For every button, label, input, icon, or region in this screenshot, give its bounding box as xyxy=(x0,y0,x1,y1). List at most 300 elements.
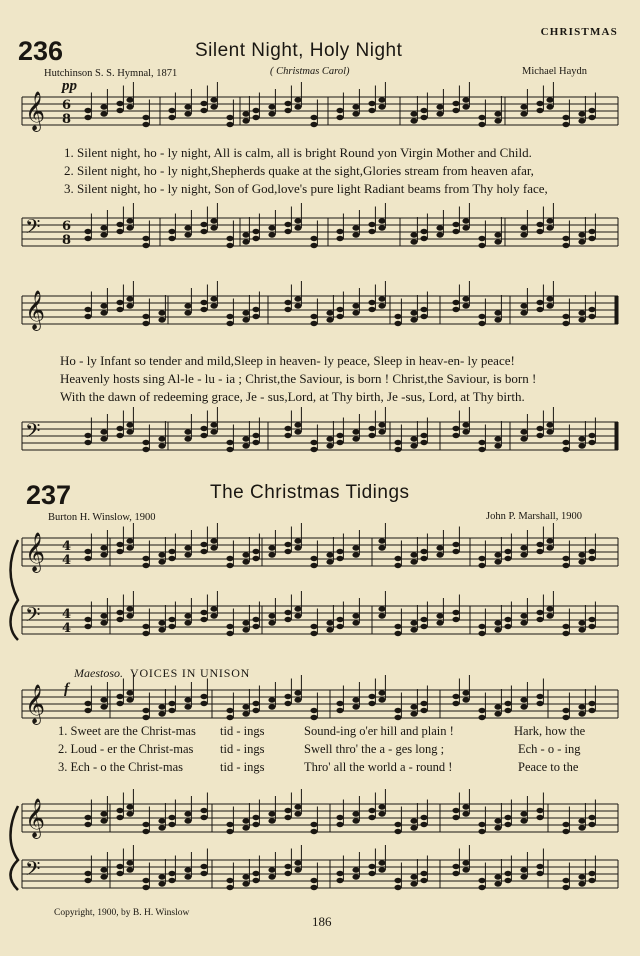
notehead xyxy=(562,115,569,120)
notehead xyxy=(462,296,469,301)
notehead xyxy=(520,818,527,823)
notehead xyxy=(562,885,569,890)
notehead xyxy=(352,867,359,872)
notehead xyxy=(158,825,165,830)
notehead xyxy=(410,559,417,564)
notehead xyxy=(478,447,485,452)
hymn-236-s1-verse-1: 1. Silent night, ho - ly night, All is calm, all is bright Round yon Virgin Mother and Child. xyxy=(64,145,532,160)
notehead xyxy=(494,118,501,123)
notehead xyxy=(252,314,259,319)
notehead xyxy=(242,436,249,441)
notehead xyxy=(84,878,91,883)
notehead xyxy=(184,811,191,816)
notehead xyxy=(578,111,585,116)
notehead xyxy=(378,538,385,543)
notehead xyxy=(116,549,123,554)
section-label: CHRISTMAS xyxy=(540,26,618,38)
notehead xyxy=(520,436,527,441)
notehead xyxy=(536,815,543,820)
notehead xyxy=(200,808,207,813)
notehead xyxy=(378,429,385,434)
notehead xyxy=(252,556,259,561)
notehead xyxy=(116,864,123,869)
notehead xyxy=(520,874,527,879)
notehead xyxy=(84,815,91,820)
notehead xyxy=(100,111,107,116)
notehead xyxy=(184,697,191,702)
notehead xyxy=(284,307,291,312)
notehead xyxy=(462,218,469,223)
notehead xyxy=(268,225,275,230)
notehead xyxy=(520,303,527,308)
notehead xyxy=(588,236,595,241)
notehead xyxy=(252,617,259,622)
notehead xyxy=(504,701,511,706)
notehead xyxy=(420,878,427,883)
notehead xyxy=(578,874,585,879)
notehead xyxy=(100,818,107,823)
notehead xyxy=(116,426,123,431)
notehead xyxy=(478,440,485,445)
notehead xyxy=(142,822,149,827)
hymn-236-composer: Michael Haydn xyxy=(522,66,588,77)
notehead xyxy=(116,300,123,305)
time-signature: 4 xyxy=(62,553,72,568)
notehead xyxy=(226,829,233,834)
notehead xyxy=(116,808,123,813)
hymn-236-s1-verse-3: 3. Silent night, ho - ly night, Son of God,love's pure light Radiant beams from Thy holy face, xyxy=(64,181,548,196)
notehead xyxy=(84,307,91,312)
notehead xyxy=(520,697,527,702)
notehead xyxy=(294,422,301,427)
notehead xyxy=(336,108,343,113)
notehead xyxy=(588,108,595,113)
staff-237-voice xyxy=(22,684,618,725)
notehead xyxy=(394,885,401,890)
notehead xyxy=(504,878,511,883)
notehead xyxy=(126,804,133,809)
notehead xyxy=(504,871,511,876)
notehead xyxy=(368,701,375,706)
notehead xyxy=(462,97,469,102)
notehead xyxy=(452,617,459,622)
treble-clef-icon: 𝄞 xyxy=(25,684,46,724)
notehead xyxy=(310,314,317,319)
notehead xyxy=(352,225,359,230)
notehead xyxy=(210,225,217,230)
page-number: 186 xyxy=(312,914,332,929)
notehead xyxy=(310,447,317,452)
notehead xyxy=(562,556,569,561)
notehead xyxy=(326,559,333,564)
notehead xyxy=(588,878,595,883)
notehead xyxy=(184,867,191,872)
notehead xyxy=(588,617,595,622)
notehead xyxy=(284,433,291,438)
notehead xyxy=(452,864,459,869)
notehead xyxy=(336,822,343,827)
notehead xyxy=(294,296,301,301)
notehead xyxy=(142,314,149,319)
notehead xyxy=(168,878,175,883)
staff-236-s2-treble xyxy=(22,290,618,331)
notehead xyxy=(100,303,107,308)
notehead xyxy=(200,694,207,699)
hymn-237-title: The Christmas Tidings xyxy=(210,482,410,503)
notehead xyxy=(142,440,149,445)
notehead xyxy=(336,115,343,120)
hymn-237-number: 237 xyxy=(26,480,72,510)
notehead xyxy=(116,307,123,312)
notehead xyxy=(410,239,417,244)
staff-237-intro-bass xyxy=(22,603,618,636)
notehead xyxy=(84,433,91,438)
notehead xyxy=(126,429,133,434)
notehead xyxy=(588,701,595,706)
notehead xyxy=(226,878,233,883)
notehead xyxy=(410,118,417,123)
notehead xyxy=(142,563,149,568)
hymn-236-title: Silent Night, Holy Night xyxy=(195,40,403,61)
notehead xyxy=(462,697,469,702)
brace-icon xyxy=(11,806,19,890)
lyric: Peace to the xyxy=(518,760,579,774)
notehead xyxy=(478,631,485,636)
notehead xyxy=(84,440,91,445)
lyric: 3. Ech - o the Christ-mas xyxy=(58,760,183,774)
notehead xyxy=(268,620,275,625)
notehead xyxy=(546,538,553,543)
notehead xyxy=(184,818,191,823)
notehead xyxy=(462,104,469,109)
notehead xyxy=(462,690,469,695)
notehead xyxy=(588,229,595,234)
notehead xyxy=(494,317,501,322)
notehead xyxy=(200,549,207,554)
notehead xyxy=(478,243,485,248)
notehead xyxy=(310,440,317,445)
notehead xyxy=(562,563,569,568)
notehead xyxy=(142,321,149,326)
lyric: 2. Loud - er the Christ-mas xyxy=(58,742,194,756)
notehead xyxy=(242,818,249,823)
notehead xyxy=(352,552,359,557)
notehead xyxy=(494,711,501,716)
notehead xyxy=(478,822,485,827)
notehead xyxy=(436,545,443,550)
notehead xyxy=(242,711,249,716)
notehead xyxy=(562,631,569,636)
notehead xyxy=(494,436,501,441)
notehead xyxy=(284,610,291,615)
notehead xyxy=(142,115,149,120)
notehead xyxy=(126,690,133,695)
notehead xyxy=(368,433,375,438)
notehead xyxy=(436,620,443,625)
notehead xyxy=(210,104,217,109)
notehead xyxy=(478,321,485,326)
notehead xyxy=(158,818,165,823)
notehead xyxy=(242,111,249,116)
notehead xyxy=(536,542,543,547)
notehead xyxy=(546,613,553,618)
notehead xyxy=(394,708,401,713)
notehead xyxy=(184,104,191,109)
staff-237-piano-bass xyxy=(22,857,618,888)
notehead xyxy=(436,552,443,557)
notehead xyxy=(546,606,553,611)
notehead xyxy=(184,552,191,557)
notehead xyxy=(520,613,527,618)
notehead xyxy=(494,443,501,448)
notehead xyxy=(100,704,107,709)
notehead xyxy=(578,881,585,886)
notehead xyxy=(184,303,191,308)
notehead xyxy=(284,542,291,547)
notehead xyxy=(116,701,123,706)
notehead xyxy=(100,620,107,625)
notehead xyxy=(420,314,427,319)
notehead xyxy=(158,310,165,315)
notehead xyxy=(336,878,343,883)
notehead xyxy=(494,239,501,244)
notehead xyxy=(352,545,359,550)
notehead xyxy=(294,867,301,872)
notehead xyxy=(452,549,459,554)
hymn-236-s2-verse-3: With the dawn of redeeming grace, Je - sus,Lord, at Thy birth, Je -sus, Lord, at Thy birth. xyxy=(60,389,525,404)
notehead xyxy=(252,878,259,883)
notehead xyxy=(536,300,543,305)
notehead xyxy=(168,108,175,113)
notehead xyxy=(352,303,359,308)
notehead xyxy=(336,617,343,622)
notehead xyxy=(578,559,585,564)
notehead xyxy=(294,218,301,223)
notehead xyxy=(100,811,107,816)
notehead xyxy=(336,708,343,713)
notehead xyxy=(84,314,91,319)
notehead xyxy=(116,101,123,106)
notehead xyxy=(168,871,175,876)
notehead xyxy=(200,864,207,869)
notehead xyxy=(116,542,123,547)
notehead xyxy=(520,545,527,550)
notehead xyxy=(158,552,165,557)
notehead xyxy=(588,708,595,713)
notehead xyxy=(536,610,543,615)
notehead xyxy=(142,631,149,636)
notehead xyxy=(336,556,343,561)
notehead xyxy=(126,860,133,865)
notehead xyxy=(210,296,217,301)
notehead xyxy=(210,422,217,427)
notehead xyxy=(126,104,133,109)
notehead xyxy=(326,627,333,632)
notehead xyxy=(378,97,385,102)
notehead xyxy=(452,808,459,813)
hymn-236-s1-verse-2: 2. Silent night, ho - ly night,Shepherds quake at the sight,Glories stream from heaven afar, xyxy=(64,163,534,178)
notehead xyxy=(452,300,459,305)
notehead xyxy=(226,822,233,827)
notehead xyxy=(536,229,543,234)
notehead xyxy=(294,97,301,102)
notehead xyxy=(284,101,291,106)
notehead xyxy=(326,552,333,557)
notehead xyxy=(200,542,207,547)
notehead xyxy=(158,620,165,625)
notehead xyxy=(410,620,417,625)
notehead xyxy=(268,704,275,709)
notehead xyxy=(242,118,249,123)
notehead xyxy=(100,867,107,872)
notehead xyxy=(100,552,107,557)
notehead xyxy=(200,229,207,234)
notehead xyxy=(226,122,233,127)
notehead xyxy=(462,422,469,427)
notehead xyxy=(126,545,133,550)
notehead xyxy=(142,878,149,883)
notehead xyxy=(84,617,91,622)
notehead xyxy=(452,108,459,113)
brace-icon xyxy=(11,540,19,640)
notehead xyxy=(200,610,207,615)
notehead xyxy=(494,874,501,879)
notehead xyxy=(452,307,459,312)
notehead xyxy=(394,624,401,629)
notehead xyxy=(562,243,569,248)
notehead xyxy=(578,552,585,557)
notehead xyxy=(562,715,569,720)
notehead xyxy=(284,229,291,234)
lyric: tid - ings xyxy=(220,742,265,756)
notehead xyxy=(452,433,459,438)
notehead xyxy=(536,307,543,312)
notehead xyxy=(336,229,343,234)
staff-237-piano-treble xyxy=(22,798,618,839)
notehead xyxy=(520,552,527,557)
lyric: 1. Sweet are the Christ-mas xyxy=(58,724,196,738)
notehead xyxy=(578,711,585,716)
notehead xyxy=(520,811,527,816)
notehead xyxy=(452,871,459,876)
notehead xyxy=(420,115,427,120)
notehead xyxy=(84,708,91,713)
notehead xyxy=(368,101,375,106)
notehead xyxy=(116,815,123,820)
notehead xyxy=(242,620,249,625)
notehead xyxy=(210,538,217,543)
notehead xyxy=(352,310,359,315)
notehead xyxy=(352,232,359,237)
staff-237-intro-treble xyxy=(22,532,618,573)
notehead xyxy=(410,232,417,237)
notehead xyxy=(268,818,275,823)
time-signature: 4 xyxy=(62,539,72,554)
notehead xyxy=(310,829,317,834)
notehead xyxy=(326,436,333,441)
notehead xyxy=(252,229,259,234)
notehead xyxy=(452,542,459,547)
notehead xyxy=(242,825,249,830)
notehead xyxy=(394,321,401,326)
notehead xyxy=(452,815,459,820)
notehead xyxy=(284,815,291,820)
notehead xyxy=(420,822,427,827)
notehead xyxy=(420,236,427,241)
notehead xyxy=(184,613,191,618)
notehead xyxy=(546,429,553,434)
lyric: Swell thro' the a - ges long ; xyxy=(304,742,445,756)
notehead xyxy=(378,545,385,550)
notehead xyxy=(536,433,543,438)
notehead xyxy=(142,708,149,713)
notehead xyxy=(200,617,207,622)
notehead xyxy=(420,108,427,113)
lyric: tid - ings xyxy=(220,760,265,774)
notehead xyxy=(310,878,317,883)
notehead xyxy=(546,225,553,230)
notehead xyxy=(100,613,107,618)
notehead xyxy=(242,874,249,879)
notehead xyxy=(352,697,359,702)
notehead xyxy=(368,229,375,234)
notehead xyxy=(478,314,485,319)
notehead xyxy=(184,225,191,230)
notehead xyxy=(336,236,343,241)
notehead xyxy=(536,864,543,869)
notehead xyxy=(368,871,375,876)
notehead xyxy=(184,111,191,116)
notehead xyxy=(184,620,191,625)
notehead xyxy=(226,563,233,568)
notehead xyxy=(478,122,485,127)
notehead xyxy=(326,317,333,322)
notehead xyxy=(368,815,375,820)
notehead xyxy=(310,885,317,890)
notehead xyxy=(84,115,91,120)
notehead xyxy=(210,218,217,223)
notehead xyxy=(284,549,291,554)
notehead xyxy=(336,815,343,820)
notehead xyxy=(158,874,165,879)
notehead xyxy=(410,874,417,879)
notehead xyxy=(578,436,585,441)
notehead xyxy=(142,236,149,241)
notehead xyxy=(284,864,291,869)
notehead xyxy=(452,229,459,234)
notehead xyxy=(410,436,417,441)
notehead xyxy=(368,307,375,312)
notehead xyxy=(520,111,527,116)
notehead xyxy=(588,822,595,827)
notehead xyxy=(394,822,401,827)
notehead xyxy=(252,822,259,827)
notehead xyxy=(536,694,543,699)
time-signature: 4 xyxy=(62,621,72,636)
notehead xyxy=(84,871,91,876)
staff-236-s2-bass xyxy=(22,419,618,450)
notehead xyxy=(410,310,417,315)
notehead xyxy=(378,804,385,809)
notehead xyxy=(326,620,333,625)
notehead xyxy=(310,236,317,241)
notehead xyxy=(126,296,133,301)
notehead xyxy=(126,225,133,230)
notehead xyxy=(168,822,175,827)
notehead xyxy=(546,218,553,223)
notehead xyxy=(294,606,301,611)
notehead xyxy=(420,433,427,438)
